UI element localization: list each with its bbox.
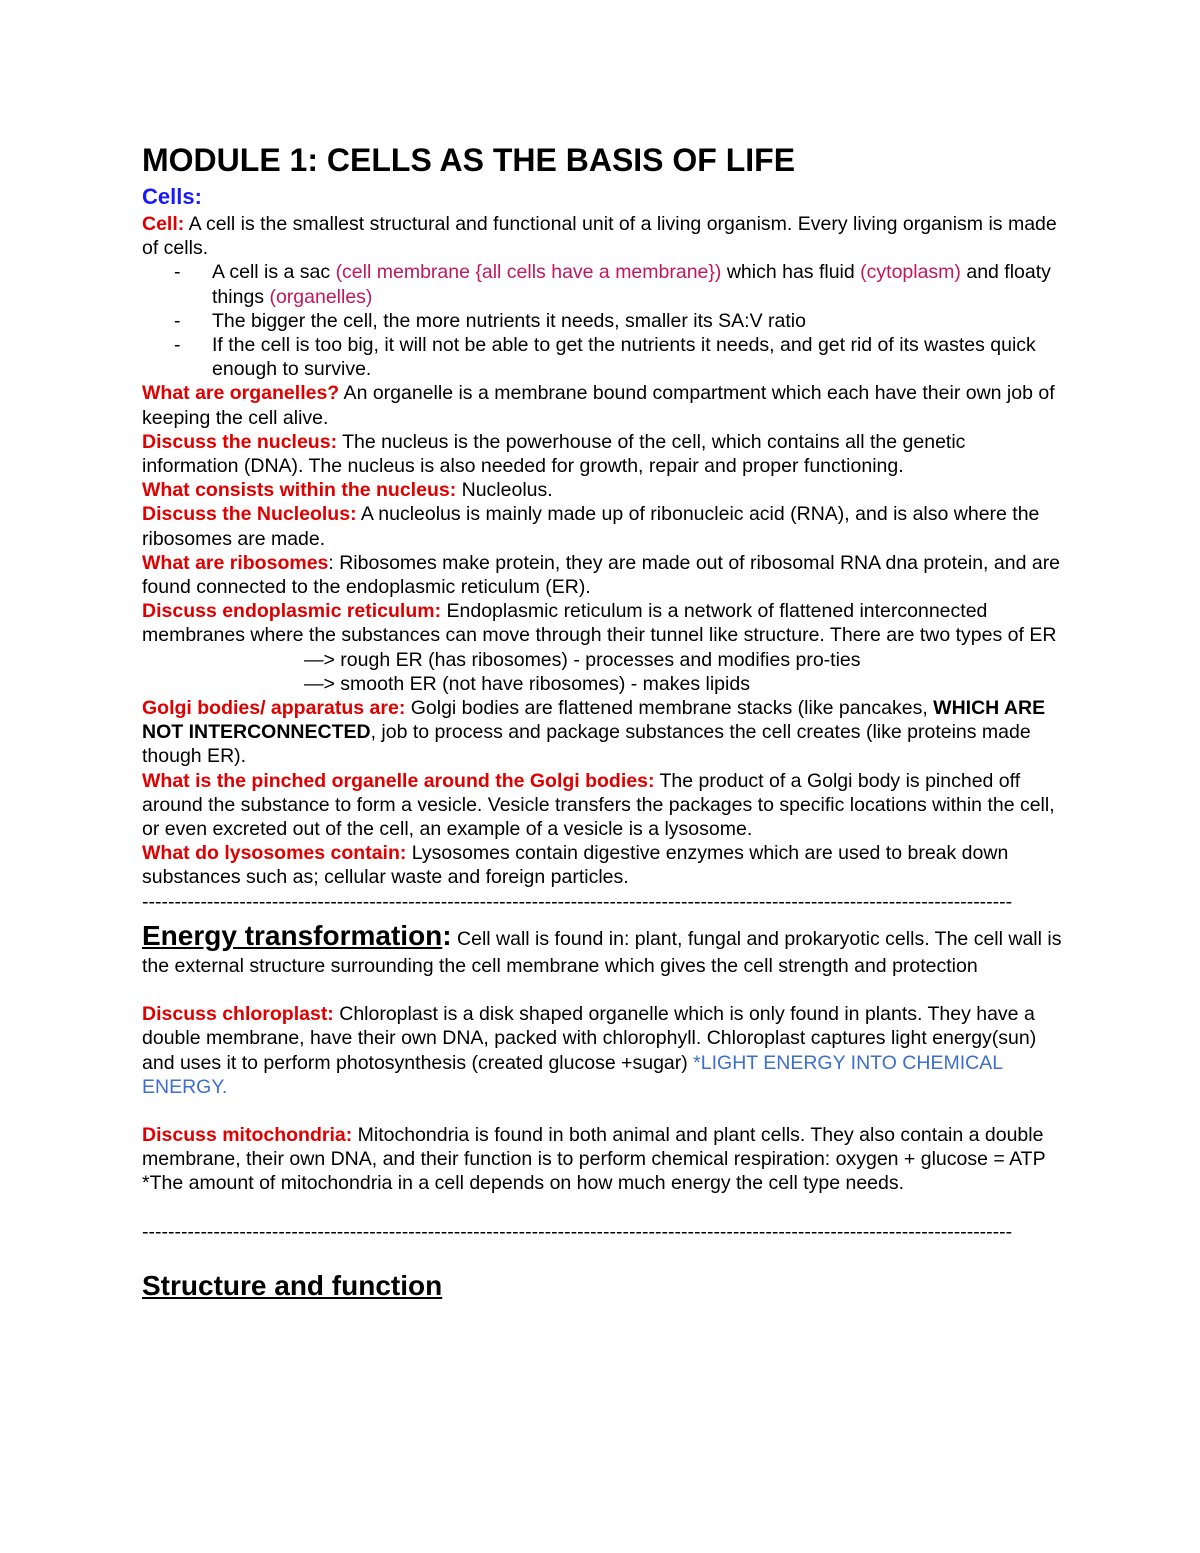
qa-organelles [142,381,1062,429]
answer-text: , job to process and package substances the cell creates (like proteins made though ER). [142,721,1031,768]
qa-er [142,599,1062,647]
qa-within-nucleus [142,478,1062,502]
bullet-highlight: (organelles) [269,285,373,308]
question-label: What do lysosomes contain: [142,842,407,865]
spacer [142,1196,1062,1220]
emphasis-text: WHICH ARE NOT INTERCONNECTED [142,697,1046,744]
question-label: Discuss endoplasmic reticulum: [142,600,442,623]
qa-ribosomes [142,551,1062,599]
answer-text: Endoplasmic reticulum is a network of flattened interconnected membranes where the substances can move through their tunnel like structure. There are two types of ER [142,600,1057,647]
question-label: Golgi bodies/ apparatus are: [142,697,406,720]
qa-vesicle [142,769,1062,842]
question-label: Discuss chloroplast: [142,1003,334,1026]
list-item: - The bigger the cell, the more nutrients it needs, smaller its SA:V ratio [212,309,1062,333]
answer-text: Lysosomes contain digestive enzymes which are used to break down substances such as; cellular waste and foreign particles. [142,842,1009,889]
answer-text: Golgi bodies are flattened membrane stacks (like pancakes, [405,697,934,720]
list-item [212,260,1062,308]
er-type-smooth: —> smooth ER (not have ribosomes) - makes lipids [304,672,750,695]
section-subhead-cells: Cells: [142,184,202,209]
qa-lysosomes [142,841,1062,889]
bullet-text: and floaty things [212,261,1051,308]
answer-text: Mitochondria is found in both animal and plant cells. They also contain a double membrane, their own DNA, and their function is to perform chemical respiration: oxygen + glucose = ATP *The amount of mitochondria in a cell depends on how much energy the cell type needs. [142,1123,1046,1195]
cell-label: Cell: [142,213,185,235]
answer-text: The product of a Golgi body is pinched off around the substance to form a vesicle. Vesicle transfers the packages to specific locations within the cell, or even excreted out of the cell, an example of a vesicle is a lysosome. [142,769,1055,841]
dashed-divider: -------------------------------------------------------------------------------------------------------------------------------------- [142,890,1013,913]
section-heading-structure: Structure and function [142,1269,443,1301]
note-text: *LIGHT ENERGY INTO CHEMICAL ENERGY. [142,1051,1003,1098]
section-text: Cell wall is found in: plant, fungal and prokaryotic cells. The cell wall is the external structure surrounding the cell membrane which gives the cell strength and protection [142,927,1062,977]
bullet-text: which has fluid [721,261,861,284]
list-item: - If the cell is too big, it will not be able to get the nutrients it needs, and get rid of its wastes quick enough to survive. [212,333,1062,381]
question-label: Discuss the Nucleolus: [142,503,357,526]
question-label: What are ribosomes [142,551,329,574]
er-type-rough: —> rough ER (has ribosomes) - processes and modifies pro-ties [304,648,861,671]
qa-nucleolus [142,502,1062,550]
qa-mitochondria [142,1123,1062,1196]
answer-text: Nucleolus. [456,479,553,502]
cell-text: A cell is the smallest structural and functional unit of a living organism. Every living organism is made of cells. [142,213,1057,260]
energy-section [142,918,1062,978]
answer-text: : Ribosomes make protein, they are made out of ribosomal RNA dna protein, and are found connected to the endoplasmic reticulum (ER). [142,551,1061,599]
spacer [142,1244,1062,1268]
qa-chloroplast [142,1002,1062,1099]
bullet-text: A cell is a sac [212,261,336,284]
question-label: Discuss mitochondria: [142,1123,353,1146]
answer-text: An organelle is a membrane bound compartment which each have their own job of keeping the cell alive. [142,382,1055,429]
cell-definition [142,212,1062,260]
answer-text: A nucleolus is mainly made up of ribonucleic acid (RNA), and is also where the ribosomes are made. [142,503,1040,550]
question-label: What are organelles? [142,382,340,405]
cell-bullet-list [142,260,1062,381]
answer-text: Chloroplast is a disk shaped organelle which is only found in plants. They have a double membrane, have their own DNA, packed with chlorophyll. Chloroplast captures light energy(sun) and uses it to perform photosynthesis (created glucose +sugar) [142,1003,1037,1074]
spacer [142,1099,1062,1123]
question-label: What consists within the nucleus: [142,479,457,502]
dashed-divider: -------------------------------------------------------------------------------------------------------------------------------------- [142,1220,1013,1243]
bullet-highlight: (cell membrane {all cells have a membrane}) [335,261,722,284]
section-heading-energy: Energy transformation [142,919,443,951]
spacer [142,978,1062,1002]
question-label: What is the pinched organelle around the Golgi bodies: [142,769,655,792]
bullet-highlight: (cytoplasm) [860,261,961,284]
qa-nucleus [142,430,1062,478]
qa-golgi [142,696,1062,769]
answer-text: The nucleus is the powerhouse of the cell, which contains all the genetic information (DNA). The nucleus is also needed for growth, repair and proper functioning. [142,430,966,478]
document-page [142,138,1062,1304]
heading-colon: : [442,919,452,951]
question-label: Discuss the nucleus: [142,430,338,453]
page-title: MODULE 1: CELLS AS THE BASIS OF LIFE [142,142,796,178]
